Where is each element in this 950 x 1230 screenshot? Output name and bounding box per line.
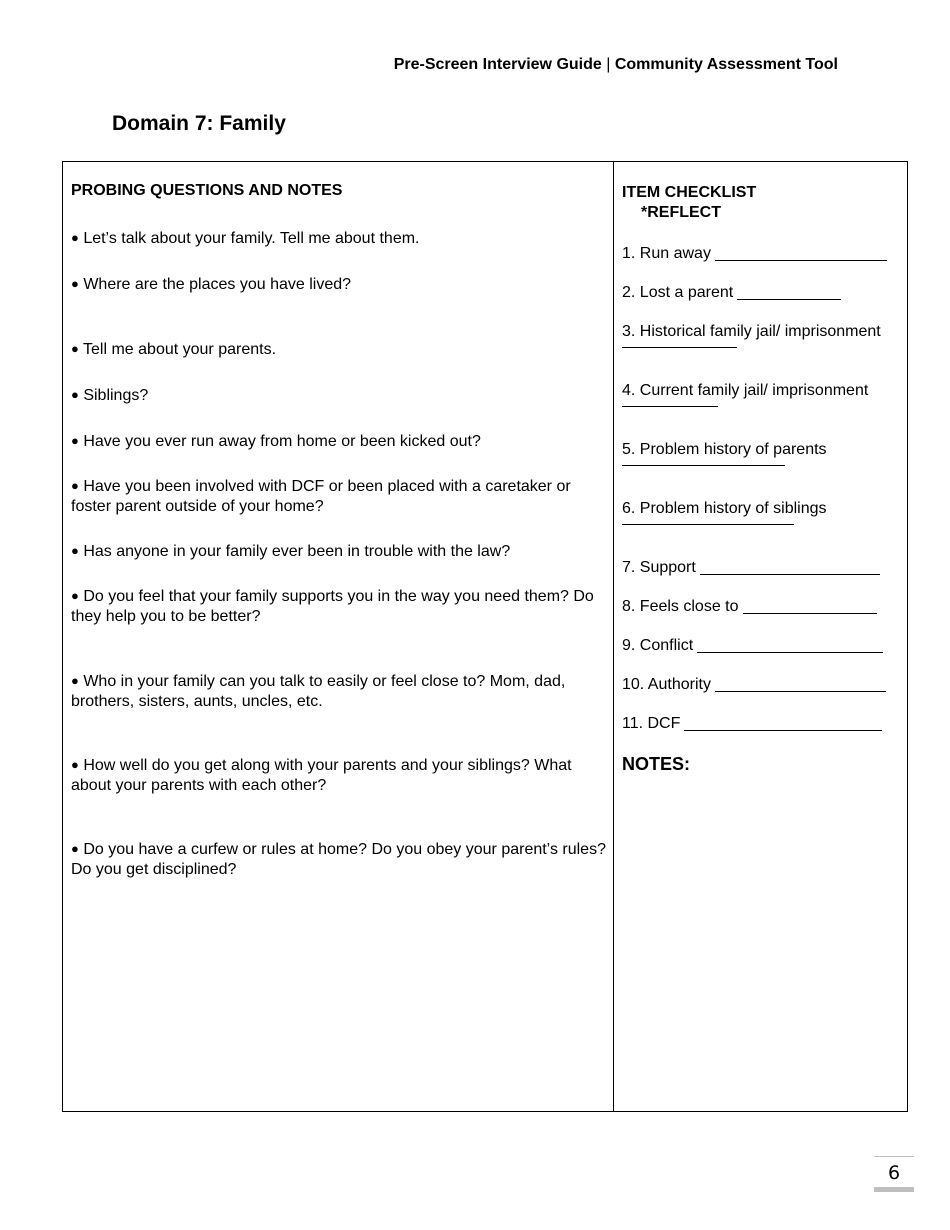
checklist-item-support [622, 558, 906, 578]
question-text: Do you have a curfew or rules at home? Do you obey your parent’s rules? Do you get disciplined? [71, 841, 606, 878]
question-item [71, 476, 609, 517]
question-item [71, 274, 609, 295]
bullet-icon: ● [71, 673, 79, 688]
question-item [71, 541, 609, 562]
checklist-item-label: 8. Feels close to [622, 598, 739, 615]
column-divider [613, 162, 614, 1111]
question-text: Tell me about your parents. [83, 341, 277, 358]
domain-title: Domain 7: Family [112, 112, 286, 135]
question-item [71, 339, 609, 360]
question-text: Have you ever run away from home or been kicked out? [83, 433, 481, 450]
reflect-label: *REFLECT [641, 204, 721, 221]
question-text: Have you been involved with DCF or been placed with a caretaker or foster parent outside of your home? [71, 478, 571, 515]
bullet-icon: ● [71, 276, 79, 291]
probing-questions-heading: PROBING QUESTIONS AND NOTES [71, 182, 343, 199]
page-number-bar [874, 1187, 914, 1192]
answer-blank[interactable] [622, 460, 785, 466]
assessment-table [62, 161, 908, 1112]
checklist-item-lost-parent [622, 283, 906, 303]
checklist-item-authority [622, 675, 906, 695]
question-item [71, 228, 609, 249]
bullet-icon: ● [71, 341, 79, 356]
checklist-item-label: 11. DCF [622, 715, 681, 732]
checklist-item-label: 1. Run away [622, 245, 711, 262]
answer-blank[interactable] [700, 559, 880, 575]
bullet-icon: ● [71, 543, 79, 558]
checklist-item-current-jail [622, 381, 906, 407]
page-number: 6 [874, 1156, 914, 1184]
question-text: Let’s talk about your family. Tell me about them. [83, 230, 420, 247]
checklist-item-historical-jail [622, 322, 906, 348]
checklist-item-label: 2. Lost a parent [622, 284, 734, 301]
bullet-icon: ● [71, 588, 79, 603]
question-text: Do you feel that your family supports you in the way you need them? Do they help you to be better? [71, 588, 594, 625]
bullet-icon: ● [71, 757, 79, 772]
answer-blank[interactable] [684, 715, 882, 731]
item-checklist-heading [622, 183, 756, 223]
answer-blank[interactable] [622, 401, 718, 407]
checklist-item-label: 7. Support [622, 559, 696, 576]
bullet-icon: ● [71, 230, 79, 245]
checklist-item-label: 3. Historical family jail/ imprisonment [622, 323, 881, 340]
checklist-item-parent-history [622, 440, 906, 466]
header-separator: | [606, 56, 611, 73]
checklist-item-sibling-history [622, 499, 906, 525]
answer-blank[interactable] [697, 637, 883, 653]
bullet-icon: ● [71, 387, 79, 402]
question-item [71, 431, 609, 452]
bullet-icon: ● [71, 841, 79, 856]
checklist-item-feels-close [622, 597, 906, 617]
bullet-icon: ● [71, 478, 79, 493]
checklist-item-conflict [622, 636, 906, 656]
question-item [71, 755, 609, 796]
running-header [0, 56, 838, 74]
answer-blank[interactable] [737, 284, 841, 300]
question-text: Who in your family can you talk to easily or feel close to? Mom, dad, brothers, sisters, aunts, uncles, etc. [71, 673, 566, 710]
checklist-item-label: 9. Conflict [622, 637, 694, 654]
question-text: Siblings? [83, 387, 149, 404]
answer-blank[interactable] [622, 519, 794, 525]
question-item [71, 839, 609, 880]
question-text: How well do you get along with your parents and your siblings? What about your parents with each other? [71, 757, 572, 794]
question-item [71, 586, 609, 627]
tool-title: Community Assessment Tool [614, 56, 838, 73]
answer-blank[interactable] [622, 342, 737, 348]
question-text: Has anyone in your family ever been in trouble with the law? [83, 543, 511, 560]
answer-blank[interactable] [715, 245, 887, 261]
answer-blank[interactable] [743, 598, 877, 614]
checklist-item-label: 6. Problem history of siblings [622, 500, 827, 517]
checklist-item-label: 5. Problem history of parents [622, 441, 827, 458]
answer-blank[interactable] [715, 676, 886, 692]
checklist-item-label: 10. Authority [622, 676, 711, 693]
checklist-title: ITEM CHECKLIST [622, 184, 757, 201]
checklist-item-run-away [622, 244, 906, 264]
question-text: Where are the places you have lived? [83, 276, 352, 293]
bullet-icon: ● [71, 433, 79, 448]
notes-label: NOTES: [622, 754, 691, 774]
guide-title: Pre-Screen Interview Guide [393, 56, 602, 73]
checklist-item-dcf [622, 714, 906, 734]
question-item [71, 671, 609, 712]
question-item [71, 385, 609, 406]
checklist-item-label: 4. Current family jail/ imprisonment [622, 382, 869, 399]
